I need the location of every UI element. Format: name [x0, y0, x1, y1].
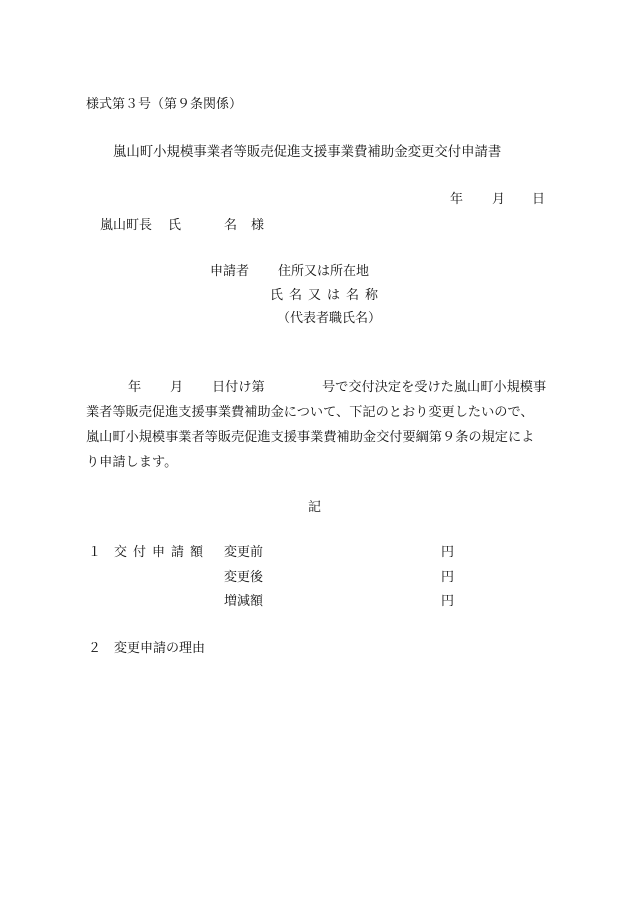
applicant-address-label: 住所又は所在地 — [278, 264, 370, 279]
row-before-unit: 円 — [441, 545, 455, 560]
ki-heading: 記 — [308, 500, 322, 515]
date-day: 日 — [532, 192, 546, 207]
body-date-prefix: 日付け第 — [212, 380, 265, 395]
date-month: 月 — [492, 192, 506, 207]
date-year: 年 — [450, 192, 464, 207]
row-after-label: 変更後 — [224, 570, 264, 585]
row-before-label: 変更前 — [224, 545, 264, 560]
document-title: 嵐山町小規模事業者等販売促進支援事業費補助金変更交付申請書 — [113, 145, 502, 160]
section-2-label: 変更申請の理由 — [114, 641, 206, 656]
applicant-name-label: 氏名又は名称 — [270, 288, 385, 303]
body-line-3: 嵐山町小規模事業者等販売促進支援事業費補助金交付要綱第９条の規定によ — [86, 430, 535, 445]
addressee-mei: 名 — [224, 218, 238, 233]
addressee-mayor: 嵐山町長 — [100, 218, 153, 233]
section-1-label: 交付申請額 — [114, 545, 210, 560]
body-line-4: り申請します。 — [86, 455, 178, 470]
body-month: 月 — [170, 380, 184, 395]
body-line-2: 業者等販売促進支援事業費補助金について、下記のとおり変更したいので、 — [86, 405, 534, 420]
addressee-sama: 様 — [251, 218, 265, 233]
addressee-shi: 氏 — [168, 218, 182, 233]
body-year: 年 — [128, 380, 142, 395]
row-diff-unit: 円 — [441, 594, 455, 609]
row-diff-label: 増減額 — [224, 594, 264, 609]
body-line-1 — [86, 375, 564, 400]
body-line-1-rest: 号で交付決定を受けた嵐山町小規模事 — [322, 380, 547, 395]
form-number: 様式第３号（第９条関係） — [86, 97, 243, 112]
applicant-representative-label: （代表者職氏名） — [277, 311, 382, 326]
row-after-unit: 円 — [441, 570, 455, 585]
section-2-number: ２ — [88, 641, 102, 656]
applicant-label: 申請者 — [210, 264, 250, 279]
section-1-number: １ — [88, 545, 102, 560]
body-paragraph — [86, 375, 564, 475]
